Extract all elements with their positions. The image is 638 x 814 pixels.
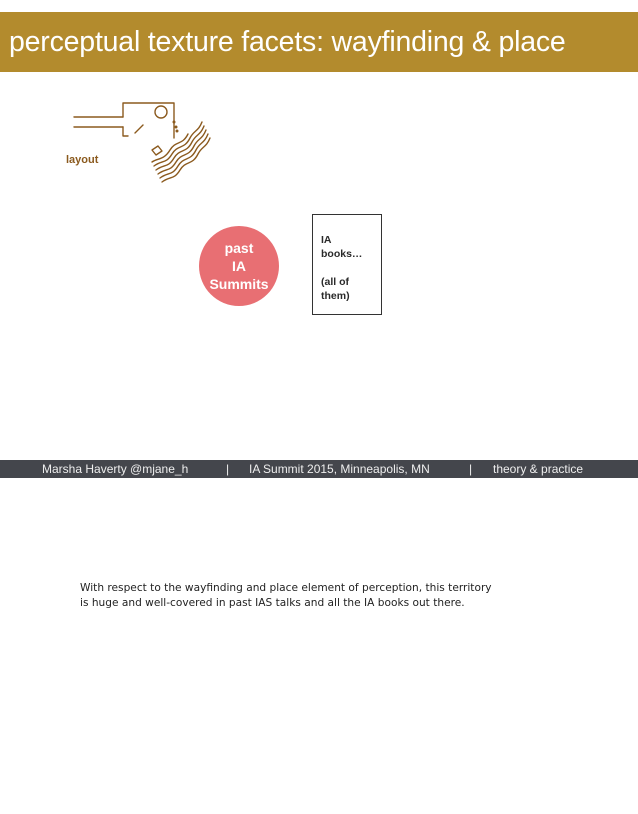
circle-line: IA <box>232 258 246 274</box>
book-card-line: them) <box>321 290 350 302</box>
book-card-line: IA <box>321 234 332 246</box>
notes-line: is huge and well-covered in past IAS talks and all the IA books out there. <box>80 597 465 609</box>
book-card-line: (all of <box>321 276 349 288</box>
footer-bar <box>0 460 638 478</box>
footer-separator: | <box>226 462 230 476</box>
book-card-gap <box>321 261 381 275</box>
circle-line: past <box>224 240 254 256</box>
footer-topic: theory & practice <box>493 462 584 476</box>
footer-author: Marsha Haverty @mjane_h <box>42 462 189 476</box>
slide-title: perceptual texture facets: wayfinding & place <box>9 26 566 58</box>
footer-event: IA Summit 2015, Minneapolis, MN <box>249 462 430 476</box>
past-ia-summits-circle <box>199 226 279 306</box>
circle-line: Summits <box>209 276 269 292</box>
speaker-notes <box>80 581 560 611</box>
ia-books-card <box>312 214 382 315</box>
book-card-line: books… <box>321 248 363 260</box>
layout-sketch-icon <box>68 98 218 188</box>
layout-label: layout <box>66 154 99 166</box>
notes-line: With respect to the wayfinding and place element of perception, this territory <box>80 582 492 594</box>
footer-separator: | <box>469 462 473 476</box>
